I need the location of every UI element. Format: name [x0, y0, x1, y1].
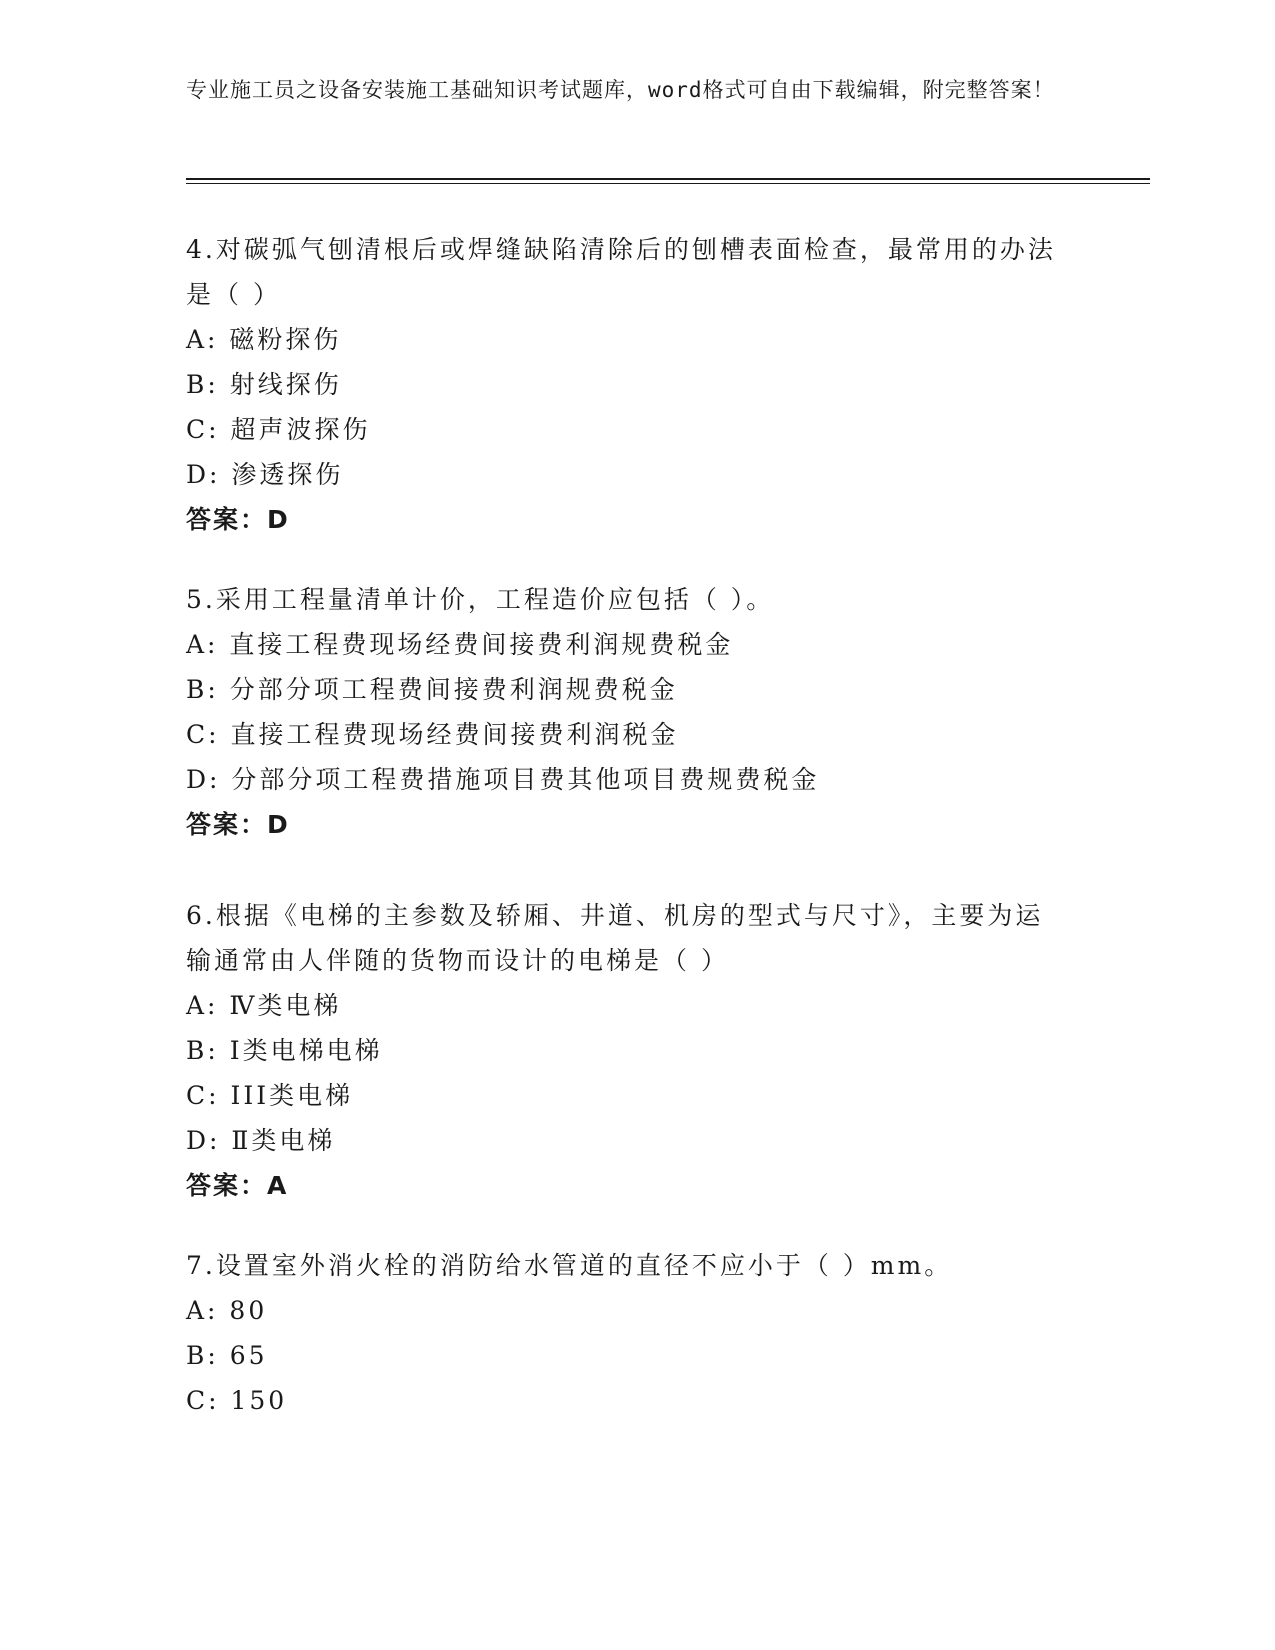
answer: 答案：A — [186, 1171, 289, 1200]
question-stem: 5.采用工程量清单计价，工程造价应包括（ ）。 — [186, 585, 775, 614]
option-d: D: 分部分项工程费措施项目费其他项目费规费税金 — [186, 765, 820, 794]
header-divider-thick — [186, 178, 1150, 180]
option-c: C: 超声波探伤 — [186, 415, 371, 444]
option-b: B: Ⅰ类电梯电梯 — [186, 1036, 383, 1065]
question-7 — [186, 1243, 1066, 1423]
option-a: A: 直接工程费现场经费间接费利润规费税金 — [186, 630, 734, 659]
header-divider-thin — [186, 183, 1150, 184]
answer: 答案：D — [186, 505, 290, 534]
option-b: B: 分部分项工程费间接费利润规费税金 — [186, 675, 678, 704]
option-a: A: 80 — [186, 1296, 268, 1325]
option-c: C: 150 — [186, 1386, 288, 1415]
question-4 — [186, 227, 1066, 542]
question-stem: 4.对碳弧气刨清根后或焊缝缺陷清除后的刨槽表面检查，最常用的办法是（ ） — [186, 235, 1056, 309]
option-c: C: III类电梯 — [186, 1081, 354, 1110]
option-a: A: 磁粉探伤 — [186, 325, 342, 354]
answer: 答案：D — [186, 810, 290, 839]
option-d: D: Ⅱ类电梯 — [186, 1126, 336, 1155]
question-stem: 7.设置室外消火栓的消防给水管道的直径不应小于（ ）mm。 — [186, 1251, 953, 1280]
question-stem: 6.根据《电梯的主参数及轿厢、井道、机房的型式与尺寸》，主要为运输通常由人伴随的货物而设计的电梯是（ ） — [186, 901, 1044, 975]
option-d: D: 渗透探伤 — [186, 460, 344, 489]
question-5 — [186, 577, 1066, 847]
option-b: B: 65 — [186, 1341, 268, 1370]
option-b: B: 射线探伤 — [186, 370, 342, 399]
option-c: C: 直接工程费现场经费间接费利润税金 — [186, 720, 679, 749]
document-intro: 专业施工员之设备安装施工基础知识考试题库，word格式可自由下载编辑，附完整答案！ — [186, 78, 1055, 102]
question-6 — [186, 893, 1066, 1208]
option-a: A: Ⅳ类电梯 — [186, 991, 342, 1020]
